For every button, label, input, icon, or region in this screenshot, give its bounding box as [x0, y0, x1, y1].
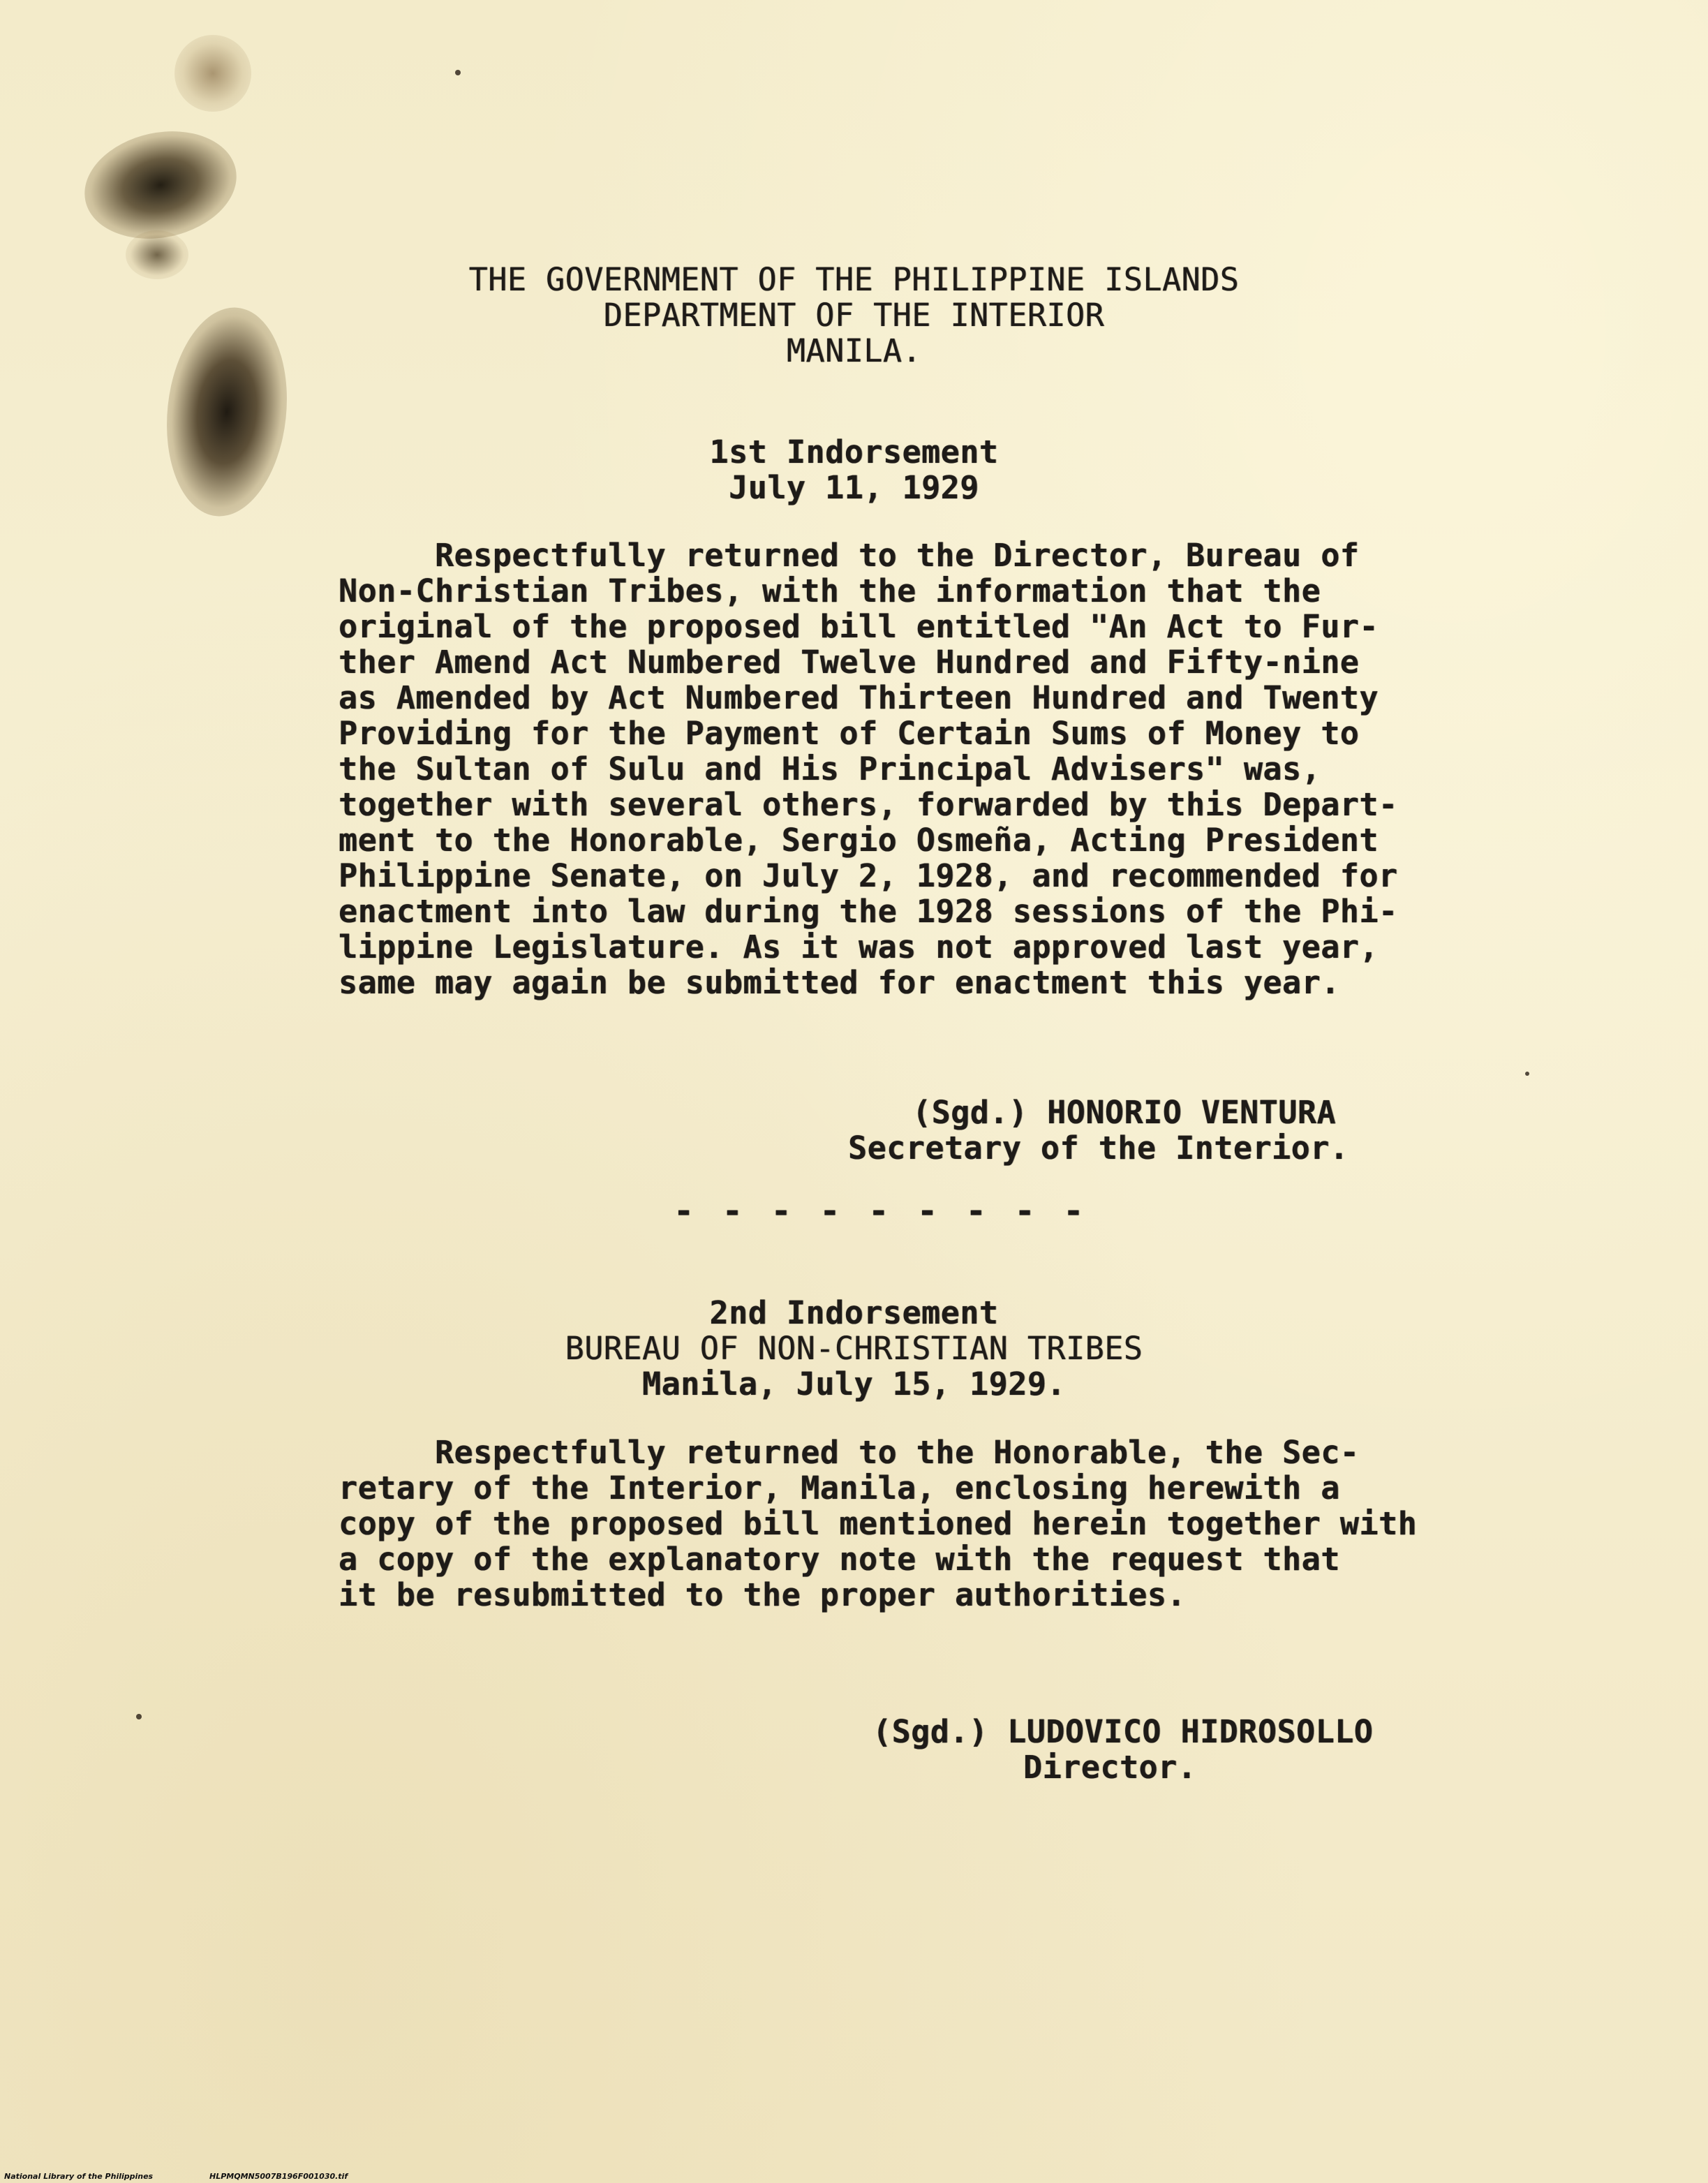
body-line: it be resubmitted to the proper authorities. [339, 1576, 1187, 1613]
body-line: same may again be submitted for enactment this year. [339, 964, 1340, 1001]
body-line: copy of the proposed bill mentioned herein together with [339, 1505, 1418, 1542]
footer-file-code: HLPMQMN5007B196F001030.tif [209, 2172, 348, 2181]
body-line: Non-Christian Tribes, with the information that the [339, 572, 1321, 609]
ink-speck [1525, 1072, 1529, 1076]
second-indorsement-body [339, 1435, 1417, 1613]
first-indorsement-title: 1st Indorsement [709, 434, 999, 471]
signature-title: Director. [1023, 1749, 1197, 1786]
ink-speck [136, 1714, 142, 1719]
body-line: Providing for the Payment of Certain Sums of Money to [339, 715, 1360, 752]
first-indorsement-heading [0, 434, 1708, 505]
body-line: a copy of the explanatory note with the request that [339, 1541, 1340, 1578]
body-line: ment to the Honorable, Sergio Osmeña, Acting President [339, 822, 1379, 859]
second-indorsement-date: Manila, July 15, 1929. [641, 1366, 1067, 1403]
body-line: Philippine Senate, on July 2, 1928, and recommended for [339, 857, 1398, 894]
burn-stain [174, 35, 251, 112]
signature-title: Secretary of the Interior. [848, 1130, 1349, 1167]
burn-stain [75, 118, 246, 252]
body-line: Respectfully returned to the Director, Bureau of [339, 537, 1360, 574]
footer-library-label: National Library of the Philippines [4, 2172, 154, 2181]
letterhead-line: DEPARTMENT OF THE INTERIOR [603, 297, 1105, 334]
second-indorsement-title: 2nd Indorsement [709, 1294, 999, 1331]
signature-name: (Sgd.) HONORIO VENTURA [912, 1094, 1337, 1131]
letterhead-line: MANILA. [786, 332, 922, 369]
second-signature-block [872, 1714, 1373, 1785]
first-indorsement-date: July 11, 1929 [729, 469, 979, 506]
body-line: together with several others, forwarded by this Depart- [339, 786, 1398, 823]
signature-name: (Sgd.) LUDOVICO HIDROSOLLO [872, 1713, 1374, 1750]
body-line: as Amended by Act Numbered Thirteen Hundred and Twenty [339, 679, 1379, 716]
letterhead-line: THE GOVERNMENT OF THE PHILIPPINE ISLANDS [468, 261, 1240, 298]
body-line: Respectfully returned to the Honorable, the Sec- [339, 1434, 1360, 1471]
second-indorsement-heading [0, 1295, 1708, 1402]
body-line: enactment into law during the 1928 sessions of the Phi- [339, 893, 1398, 930]
first-signature-block [848, 1095, 1349, 1166]
letterhead [0, 262, 1708, 369]
body-line: ther Amend Act Numbered Twelve Hundred and Fifty-nine [339, 644, 1360, 681]
section-divider: - - - - - - - - - [674, 1192, 1088, 1231]
body-line: original of the proposed bill entitled "An Act to Fur- [339, 608, 1379, 645]
first-indorsement-body [339, 538, 1398, 1000]
body-line: the Sultan of Sulu and His Principal Advisers" was, [339, 750, 1321, 787]
body-line: retary of the Interior, Manila, enclosing herewith a [339, 1470, 1340, 1507]
ink-speck [455, 70, 461, 75]
second-indorsement-office: BUREAU OF NON-CHRISTIAN TRIBES [565, 1330, 1143, 1367]
body-line: lippine Legislature. As it was not approved last year, [339, 928, 1379, 965]
